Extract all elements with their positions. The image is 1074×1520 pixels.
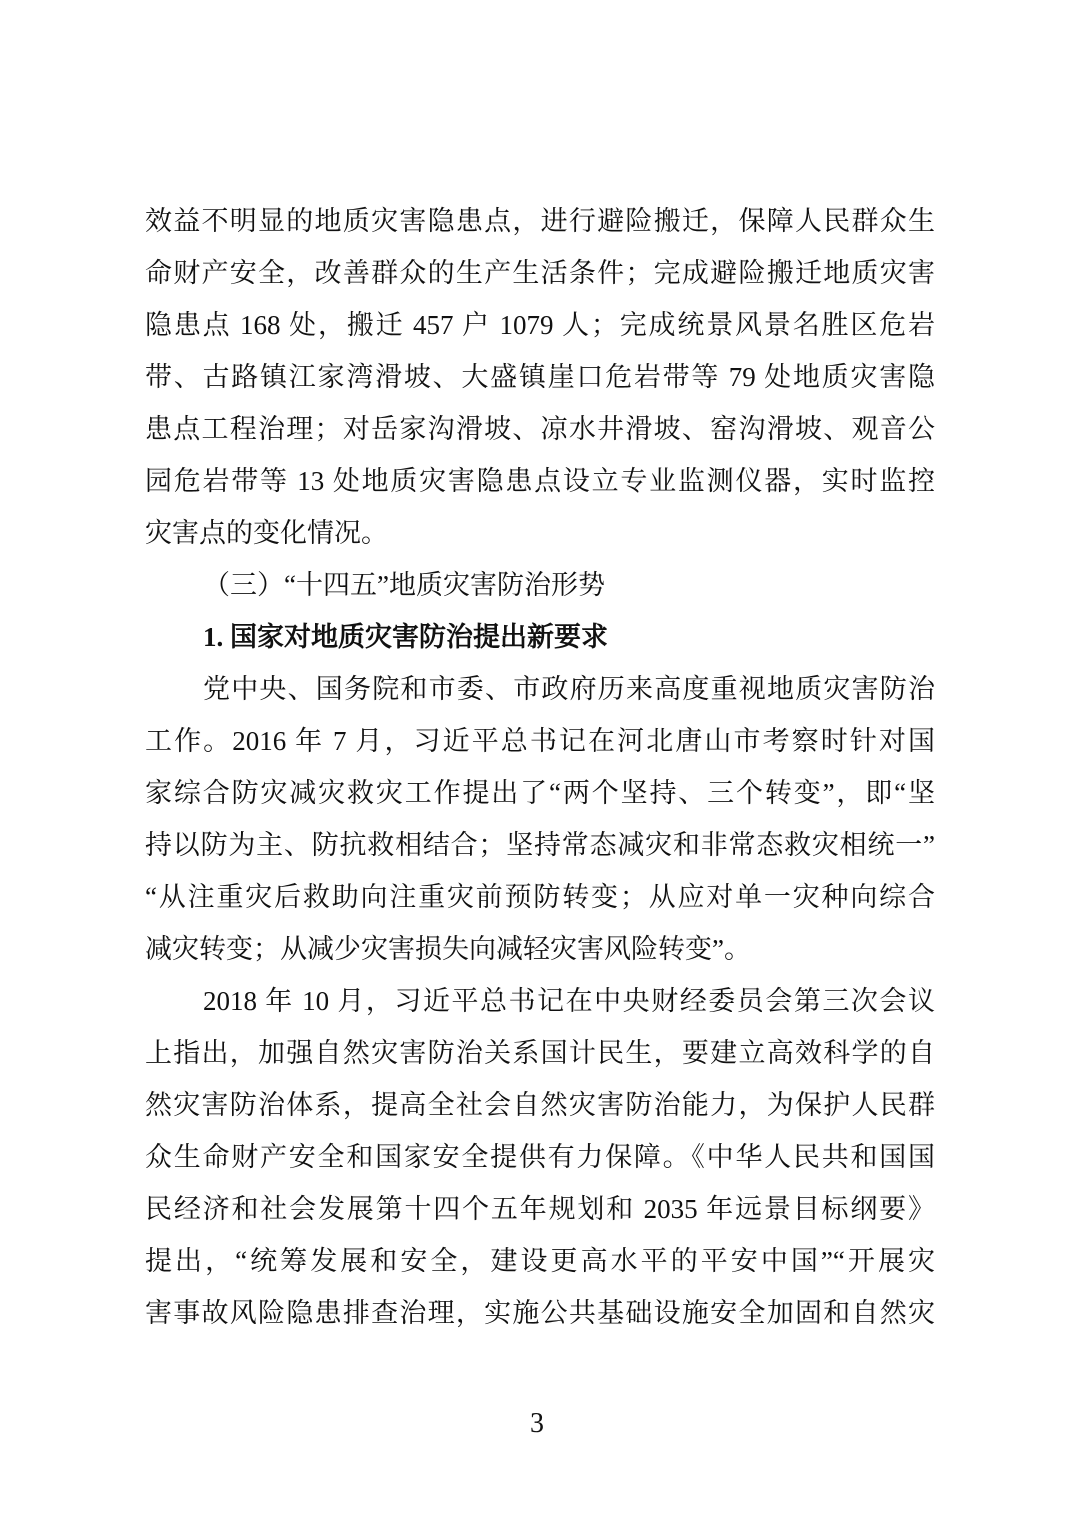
body-line: 灾害点的变化情况。	[145, 518, 388, 548]
body-line: 工作。2016 年 7 月，习近平总书记在河北唐山市考察时针对国	[145, 726, 935, 756]
page-number: 3	[530, 1408, 544, 1439]
body-line: 减灾转变；从减少灾害损失向减轻灾害风险转变”。	[145, 934, 751, 964]
body-line: 2018 年 10 月，习近平总书记在中央财经委员会第三次会议	[203, 986, 935, 1016]
text-block	[145, 195, 935, 1339]
body-line: 党中央、国务院和市委、市政府历来高度重视地质灾害防治	[203, 674, 935, 704]
body-line: 持以防为主、防抗救相结合；坚持常态减灾和非常态救灾相统一”	[145, 830, 935, 860]
body-line: 害事故风险隐患排查治理，实施公共基础设施安全加固和自然灾	[145, 1298, 935, 1328]
body-line: 民经济和社会发展第十四个五年规划和 2035 年远景目标纲要》	[145, 1194, 935, 1224]
body-line: 众生命财产安全和国家安全提供有力保障。《中华人民共和国国	[145, 1142, 935, 1172]
body-line: 效益不明显的地质灾害隐患点，进行避险搬迁，保障人民群众生	[145, 206, 935, 236]
body-line: 家综合防灾减灾救灾工作提出了“两个坚持、三个转变”，即“坚	[145, 778, 935, 808]
body-line: 上指出，加强自然灾害防治关系国计民生，要建立高效科学的自	[145, 1038, 935, 1068]
body-line: 园危岩带等 13 处地质灾害隐患点设立专业监测仪器，实时监控	[145, 466, 935, 496]
body-line: 隐患点 168 处，搬迁 457 户 1079 人；完成统景风景名胜区危岩	[145, 310, 935, 340]
subsection-heading: 1. 国家对地质灾害防治提出新要求	[203, 622, 608, 652]
body-line: “从注重灾后救助向注重灾前预防转变；从应对单一灾种向综合	[145, 882, 935, 912]
body-line: 命财产安全，改善群众的生产生活条件；完成避险搬迁地质灾害	[145, 258, 935, 288]
body-line: 患点工程治理；对岳家沟滑坡、凉水井滑坡、窑沟滑坡、观音公	[145, 414, 935, 444]
body-line: 然灾害防治体系，提高全社会自然灾害防治能力，为保护人民群	[145, 1090, 935, 1120]
body-line: 带、古路镇江家湾滑坡、大盛镇崖口危岩带等 79 处地质灾害隐	[145, 362, 935, 392]
section-heading: （三）“十四五”地质灾害防治形势	[203, 570, 605, 600]
body-line: 提出，“统筹发展和安全，建设更高水平的平安中国”“开展灾	[145, 1246, 935, 1276]
